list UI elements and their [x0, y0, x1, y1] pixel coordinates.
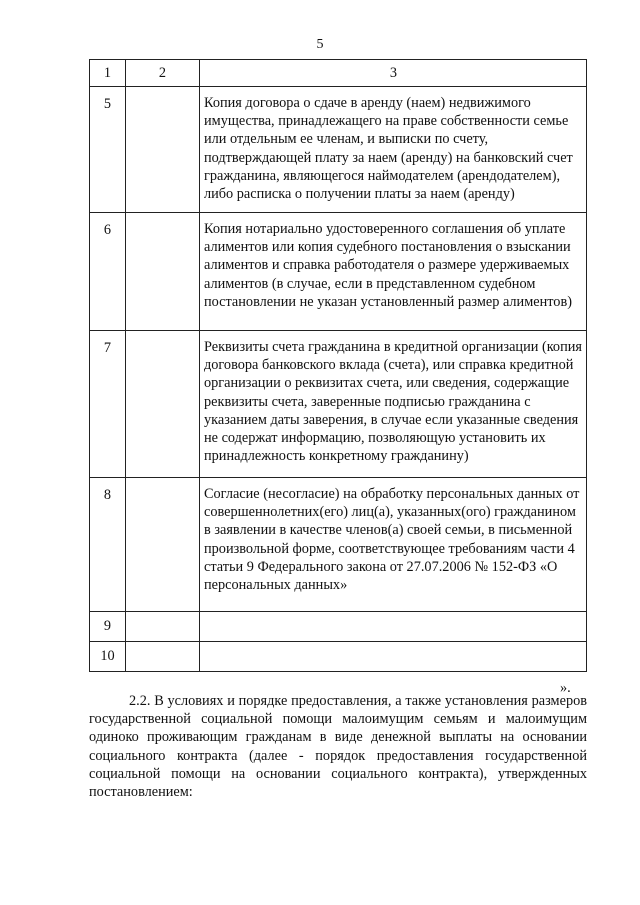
row-text-cell — [200, 87, 587, 213]
row-text: Копия договора о сдаче в аренду (наем) недвижимого имущества, принадлежащего на праве собственности семье или отдельным ее членам, и выписки по счету, подтверждающей плату за наем (аренду) на банковский счет гражданина, являющегося наймодателем (арендодателем), либо расписка о получении платы за наем (аренду) — [204, 95, 573, 203]
row-text: Копия нотариально удостоверенного соглашения об уплате алиментов или копия судебного постановления о взыскании алиментов и справка работодателя о размере удерживаемых алиментов (в случае, если в представленном судебном постановлении не указан установленный размер алиментов) — [204, 221, 572, 310]
header-col-3: 3 — [200, 60, 587, 87]
row-number: 7 — [103, 340, 112, 356]
row-text-cell — [200, 642, 587, 672]
row-number-cell — [90, 612, 126, 642]
row-col2-cell — [126, 331, 200, 478]
row-text-cell — [200, 612, 587, 642]
table-row — [90, 87, 587, 213]
paragraph-2-2: 2.2. В условиях и порядке предоставления, а также установления размеров государственной социальной помощи малоимущим семьям и малоимущим одиноко проживающим гражданам в виде денежной выплаты на основании социального контракта (далее - порядок предоставления государственной социальной помощи на основании социального контракта), утвержденных постановлением: — [89, 693, 587, 801]
row-text-cell — [200, 213, 587, 331]
row-number-cell — [90, 331, 126, 478]
row-number: 8 — [103, 487, 112, 503]
row-number-cell — [90, 642, 126, 672]
row-text-cell — [200, 331, 587, 478]
table-row — [90, 331, 587, 478]
header-col-1: 1 — [90, 60, 126, 87]
row-number-cell — [90, 213, 126, 331]
table-header-row — [90, 60, 587, 87]
row-col2-cell — [126, 213, 200, 331]
row-text-cell — [200, 478, 587, 612]
row-number: 10 — [100, 648, 115, 664]
row-col2-cell — [126, 478, 200, 612]
row-number: 5 — [103, 96, 112, 112]
table-row — [90, 213, 587, 331]
table-row — [90, 612, 587, 642]
row-number-cell — [90, 478, 126, 612]
row-text: Реквизиты счета гражданина в кредитной организации (копия договора банковского вклада (счета), или справка кредитной организации о реквизитах счета, или сведения, содержащие реквизиты счета, заверенные подписью гражданина с указанием даты заверения, в случае если указанные сведения не содержат информацию, позволяющую установить их принадлежность конкретному гражданину) — [204, 339, 582, 465]
header-col-2: 2 — [126, 60, 200, 87]
row-number: 6 — [103, 222, 112, 238]
row-col2-cell — [126, 87, 200, 213]
row-number: 9 — [103, 618, 112, 634]
closing-quote-mark: ». — [560, 680, 571, 696]
row-number-cell — [90, 87, 126, 213]
row-col2-cell — [126, 642, 200, 672]
row-text: Согласие (несогласие) на обработку персональных данных от совершеннолетних(его) лиц(а), указанных(ого) гражданином в заявлении в качестве членов(а) своей семьи, в письменной произвольной форме, соответствующее требованиям части 4 статьи 9 Федерального закона от 27.07.2006 № 152-ФЗ «О персональных данных» — [204, 486, 580, 594]
table-row — [90, 642, 587, 672]
table-row — [90, 478, 587, 612]
page-number: 5 — [316, 37, 324, 52]
documents-table — [89, 59, 587, 672]
row-col2-cell — [126, 612, 200, 642]
